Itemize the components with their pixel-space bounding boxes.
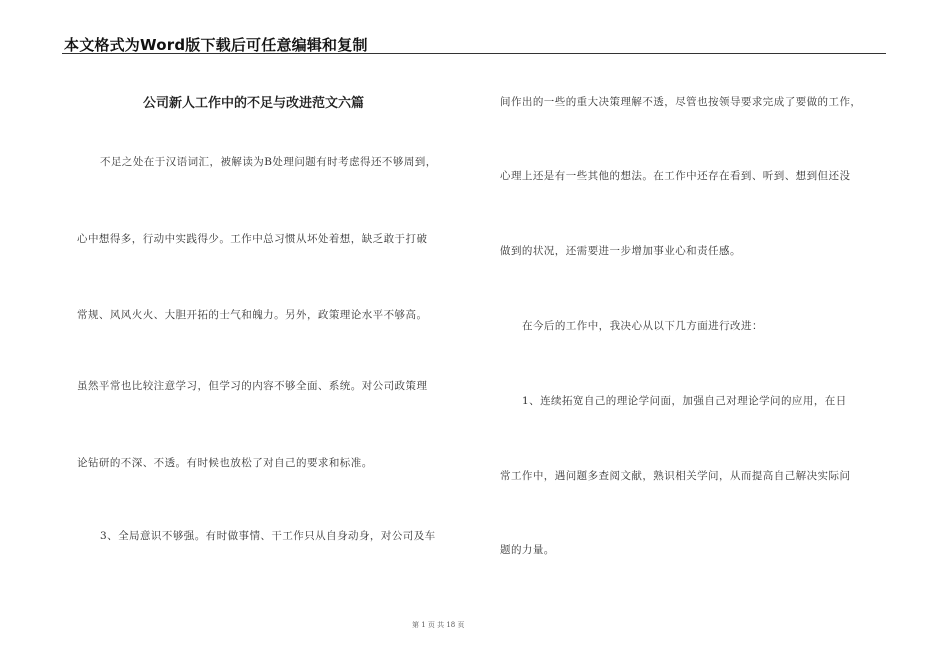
paragraph-line: 论钻研的不深、不透。有时候也放松了对自己的要求和标准。 bbox=[77, 457, 373, 469]
paragraph-line: 题的力量。 bbox=[500, 544, 555, 556]
paragraph-line: 心理上还是有一些其他的想法。在工作中还存在看到、听到、想到但还没 bbox=[500, 170, 851, 182]
document-title: 公司新人工作中的不足与改进范文六篇 bbox=[143, 96, 365, 111]
paragraph-line: 3、全局意识不够强。有时做事情、干工作只从自身动身，对公司及车 bbox=[100, 530, 436, 542]
paragraph-line: 心中想得多，行动中实践得少。工作中总习惯从坏处着想，缺乏敢于打破 bbox=[77, 233, 428, 245]
paragraph-line: 间作出的一些的重大决策理解不透，尽管也按领导要求完成了要做的工作， bbox=[500, 96, 862, 108]
paragraph-line: 做到的状况，还需要进一步增加事业心和责任感。 bbox=[500, 245, 741, 257]
paragraph-line: 常工作中，遇问题多查阅文献，熟识相关学问，从而提高自己解决实际问 bbox=[500, 470, 851, 482]
page-number: 第 1 页 共 18 页 bbox=[412, 621, 465, 629]
paragraph-line: 1、连续拓宽自己的理论学问面，加强自己对理论学问的应用，在日 bbox=[522, 395, 847, 407]
paragraph-line: 常规、风风火火、大胆开拓的士气和魄力。另外，政策理论水平不够高。 bbox=[77, 309, 428, 321]
paragraph-line: 虽然平常也比较注意学习，但学习的内容不够全面、系统。对公司政策理 bbox=[77, 380, 428, 392]
header-divider bbox=[62, 53, 886, 54]
paragraph-line: 在今后的工作中，我决心从以下几方面进行改进： bbox=[522, 320, 763, 332]
paragraph-line: 不足之处在于汉语词汇，被解读为B处理问题有时考虑得还不够周到， bbox=[100, 156, 437, 168]
header-banner: 本文格式为Word版下载后可任意编辑和复制 bbox=[64, 36, 368, 54]
